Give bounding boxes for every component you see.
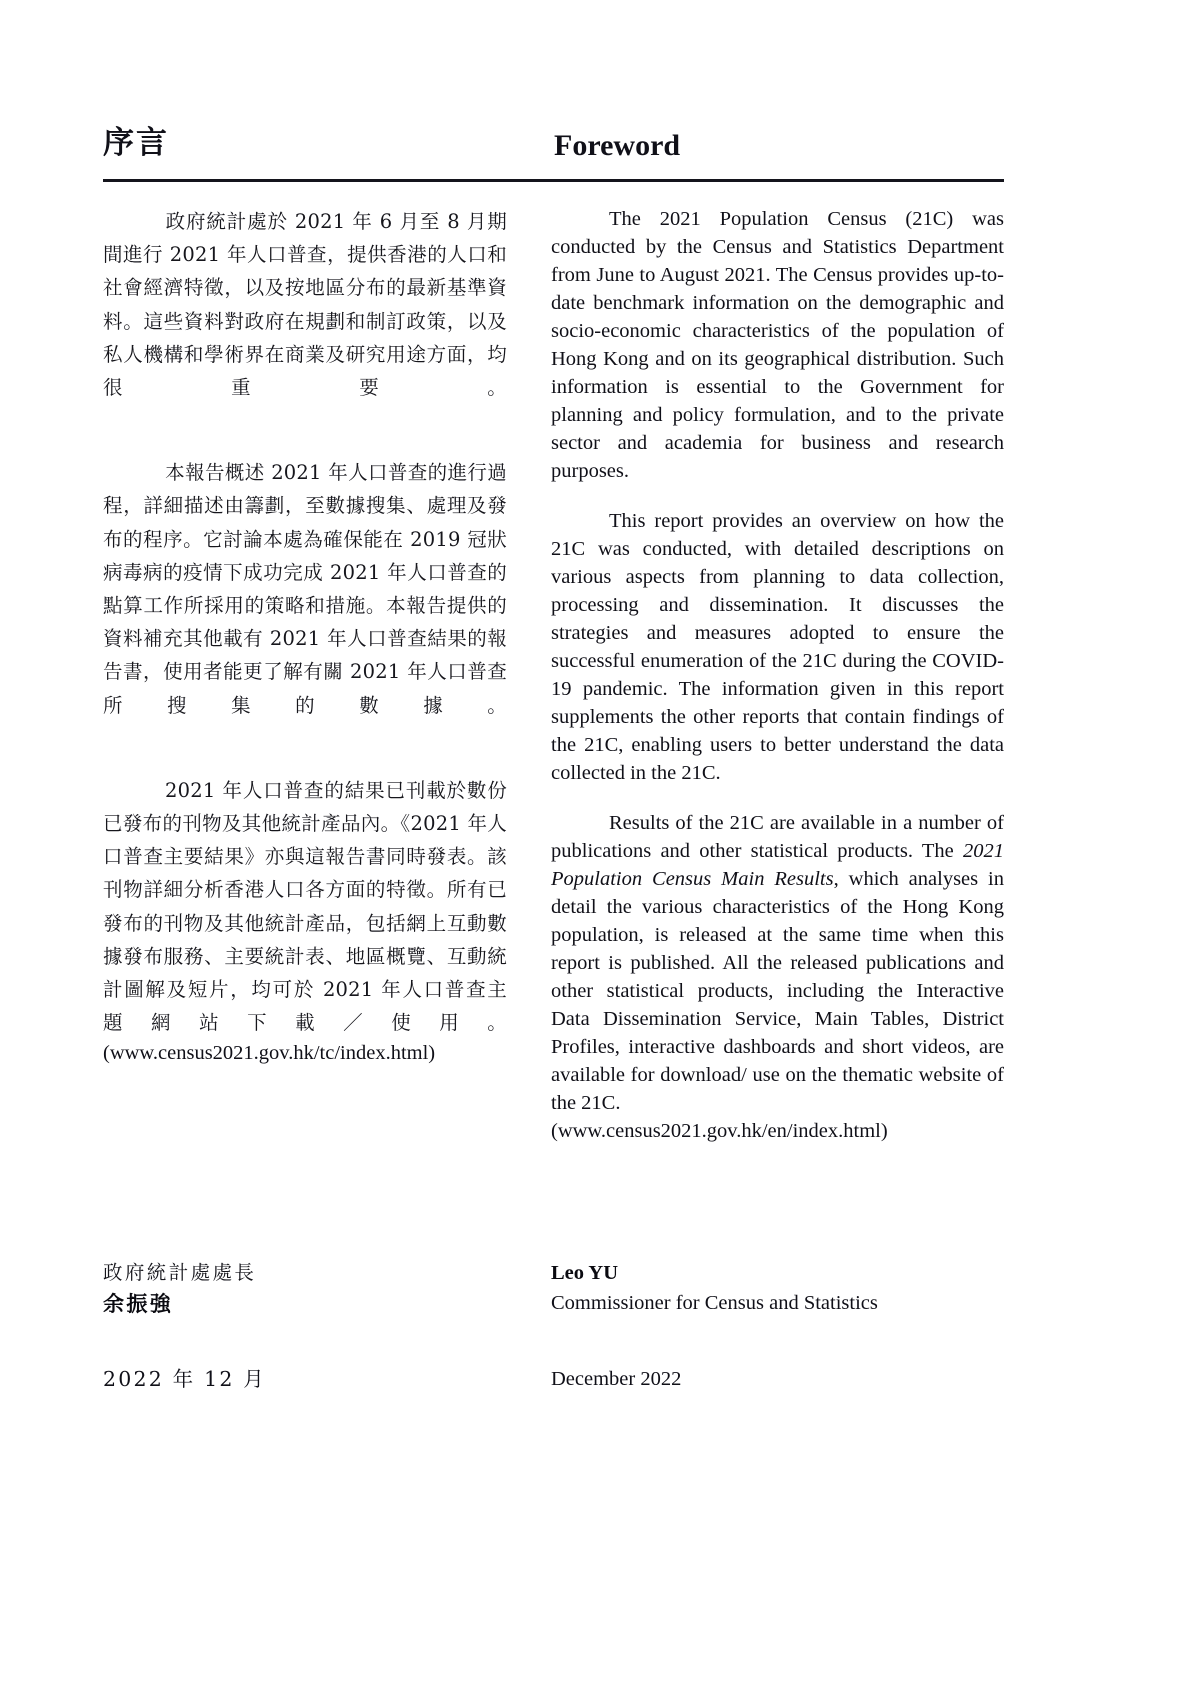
signature-name-chinese: 余振強 [103, 1291, 174, 1316]
paragraph-en-2-text: This report provides an overview on how the 21C was conducted, with detailed descriptions on various aspects from planning to data collection, processing and dissemination. It discusses the strategies and measures adopted to ensure the successful enumeration of the 21C during the COVID-19 pandemic. The information given in this report supplements the other reports that contain findings of the 21C, enabling users to better understand the data collected in the 21C. [551, 510, 1004, 784]
signature-name-english: Leo YU [551, 1262, 618, 1284]
paragraph-zh-1-text: 政府統計處於 2021 年 6 月至 8 月期間進行 2021 年人口普查，提供香港的人口和社會經濟特徵，以及按地區分布的最新基準資料。這些資料對政府在規劃和制訂政策，以及私人機構和學術界在商業及研究用途方面，均很重要。 [103, 210, 507, 400]
publication-title-italic: 2021 Population Census Main Results [551, 840, 1004, 890]
page-header [103, 125, 1003, 180]
header-divider [103, 179, 1004, 182]
signature-block-chinese [103, 1258, 523, 1319]
paragraph-en-2 [551, 507, 1004, 787]
page-title-chinese: 序言 [103, 125, 169, 161]
date-chinese: 2022 年 12 月 [103, 1367, 267, 1391]
signature-title-chinese: 政府統計處處長 [103, 1261, 257, 1284]
chinese-text-column [103, 205, 507, 1067]
paragraph-en-3-text-b: , which analyses in detail the various characteristics of the Hong Kong population, is released at the same time when this report is published. All the released publications and other statistical products, including the Interactive Data Dissemination Service, Main Tables, District Profiles, interactive dashboards and short videos, are available for download/ use on the thematic website of the 21C. [551, 868, 1005, 1114]
signature-title-english: Commissioner for Census and Statistics [551, 1292, 878, 1314]
paragraph-zh-2-text: 本報告概述 2021 年人口普查的進行過程，詳細描述由籌劃，至數據搜集、處理及發布的程序。它討論本處為確保能在 2019 冠狀病毒病的疫情下成功完成 2021 年人口普查的點算工作所採用的策略和措施。本報告提供的資料補充其他載有 2021 年人口普查結果的報告書，使用者能更了解有關 2021 年人口普查所搜集的數據。 [103, 461, 507, 717]
page-title-english: Foreword [554, 129, 681, 162]
paragraph-en-1-text: The 2021 Population Census (21C) was conducted by the Census and Statistics Department from June to August 2021. The Census provides up-to-date benchmark information on the demographic and socio-economic characteristics of the population of Hong Kong and on its geographical distribution. Such information is essential to the Government for planning and policy formulation, and to the private sector and academia for business and research purposes. [551, 208, 1004, 482]
paragraph-zh-2 [103, 456, 507, 722]
paragraph-en-3-text-a: Results of the 21C are available in a number of publications and other statistical products. The [551, 812, 1004, 862]
english-census-url[interactable]: (www.census2021.gov.hk/en/index.html) [551, 1120, 888, 1142]
date-english: December 2022 [551, 1368, 682, 1390]
chinese-census-url[interactable]: (www.census2021.gov.hk/tc/index.html) [103, 1042, 436, 1065]
paragraph-en-1 [551, 205, 1004, 485]
paragraph-zh-3 [103, 774, 507, 1040]
paragraph-zh-3-text: 2021 年人口普查的結果已刊載於數份已發布的刊物及其他統計產品內。《2021 年人口普查主要結果》亦與這報告書同時發表。該刊物詳細分析香港人口各方面的特徵。所有已發布的刊物及其他統計產品，包括網上互動數據發布服務、主要統計表、地區概覽、互動統計圖解及短片，均可於 2021 年人口普查主 題 網 站 下 載 ／ 使 用 。 [103, 778, 507, 1035]
signature-block-english [551, 1258, 971, 1318]
english-text-column [551, 205, 1004, 1145]
paragraph-en-3 [551, 809, 1004, 1117]
paragraph-zh-1 [103, 205, 507, 404]
